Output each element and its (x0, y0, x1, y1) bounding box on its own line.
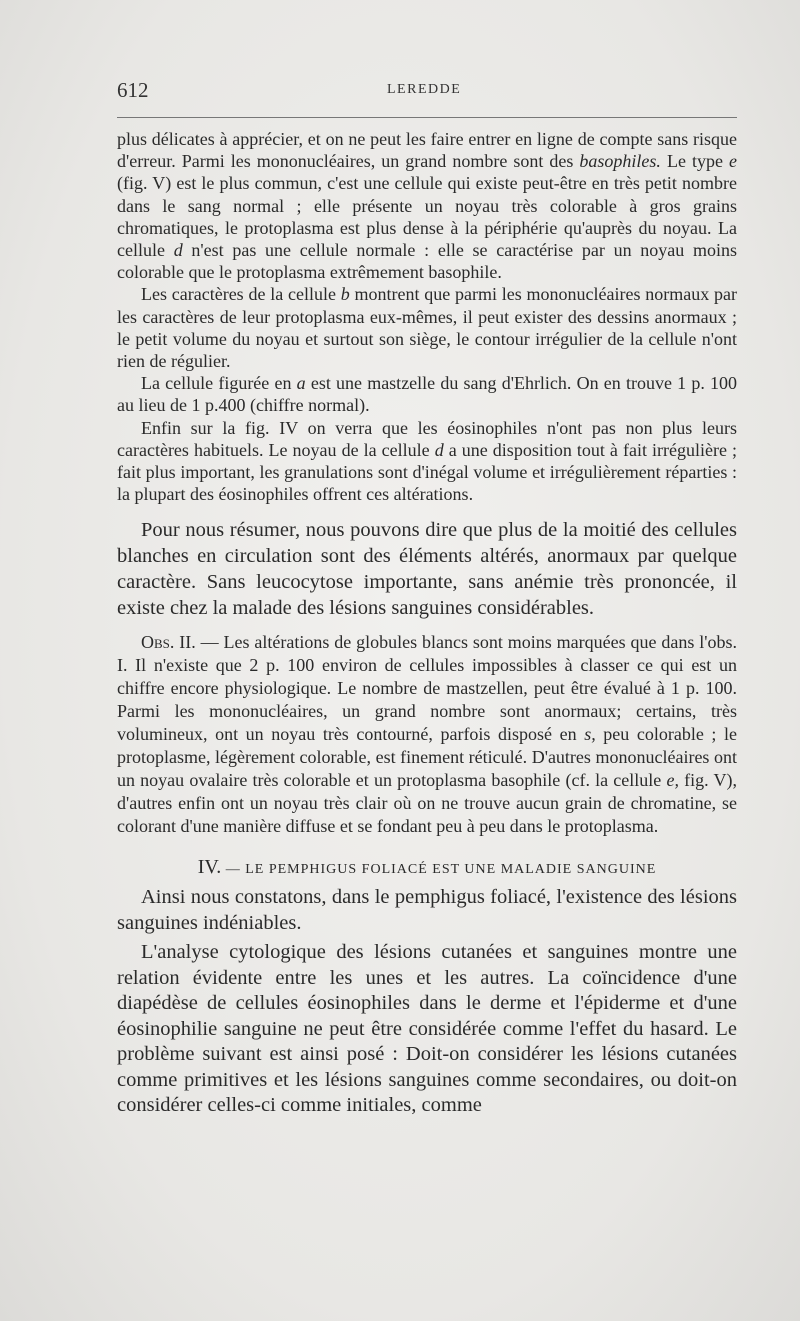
paragraph-observation-2: Obs. II. — Les altérations de globules blancs sont moins marquées que dans l'obs. I. Il n'existe que 2 p. 100 environ de cellules impossibles à classer ce qui est un chiffre encore physiologique. Le nombre de mastzellen, peut être évalué à 1 p. 100. Parmi les mononucléaires, un grand nombre sont anormaux; certains, très volumineux, ont un noyau très contourné, parfois disposé en s, peu colorable ; le protoplasme, légèrement colorable, est finement réticulé. D'autres mononucléaires ont un noyau ovalaire très colorable et un protoplasma basophile (cf. la cellule e, fig. V), d'autres enfin ont un noyau très clair où on ne trouve aucun grain de chromatine, se colorant d'une manière diffuse et se fondant peu à peu dans le protoplasma. (117, 632, 737, 837)
running-title: LEREDDE (387, 82, 462, 97)
paragraph-2: Les caractères de la cellule b montrent que parmi les mononucléaires normaux par les caractères de leur protoplasma eux-mêmes, il peut exister des dessins anormaux ; le petit volume du noyau et surtout son siège, le contour irrégulier de la cellule n'ont rien de régulier. (117, 284, 737, 372)
page-number: 612 (117, 78, 149, 102)
paragraph-summary: Pour nous résumer, nous pouvons dire que plus de la moitié des cellules blanches en circulation sont des éléments altérés, anormaux par quelque caractère. Sans leucocytose importante, sans anémie très prononcée, il existe chez la malade des lésions sanguines considérables. (117, 519, 737, 620)
paragraph-7: Ainsi nous constatons, dans le pemphigus foliacé, l'existence des lésions sanguines indéniables. (117, 886, 737, 934)
paragraph-1: plus délicates à apprécier, et on ne peut les faire entrer en ligne de compte sans risque d'erreur. Parmi les mononucléaires, un grand nombre sont des basophiles. Le type e (fig. V) est le plus commun, c'est une cellule qui existe peut-être en très petit nombre dans le sang normal ; elle présente un noyau très colorable à gros grains chromatiques, le protoplasma est plus dense à la périphérie qu'auprès du noyau. La cellule d n'est pas une cellule normale : elle se caractérise par un noyau moins colorable que le protoplasma extrêmement basophile. (117, 129, 737, 283)
obs-label: Obs. II. (141, 632, 196, 653)
paragraph-8: L'analyse cytologique des lésions cutanées et sanguines montre une relation évidente entre les unes et les autres. La coïncidence d'une diapédèse de cellules éosinophiles dans le derme et l'épiderme et d'une éosinophilie sanguine ne peut être considérée comme l'effet du hasard. Le problème suivant est ainsi posé : Doit-on considérer les lésions cutanées comme primitives et les lésions sanguines comme secondaires, ou doit-on considérer celles-ci comme initiales, comme (117, 941, 737, 1117)
paragraph-3: La cellule figurée en a est une mastzelle du sang d'Ehrlich. On en trouve 1 p. 100 au lieu de 1 p.400 (chiffre normal). (117, 373, 737, 416)
paragraph-4: Enfin sur la fig. IV on verra que les éosinophiles n'ont pas non plus leurs caractères habituels. Le noyau de la cellule d a une disposition tout à fait irrégulière ; fait plus important, les granulations sont d'inégal volume et irrégulièrement réparties : la plupart des éosinophiles offrent ces altérations. (117, 417, 737, 505)
page-header (117, 78, 737, 108)
section-heading: IV. — LE PEMPHIGUS FOLIACÉ EST UNE MALADIE SANGUINE (197, 856, 657, 879)
header-rule (117, 117, 737, 118)
page-body (117, 128, 737, 1119)
